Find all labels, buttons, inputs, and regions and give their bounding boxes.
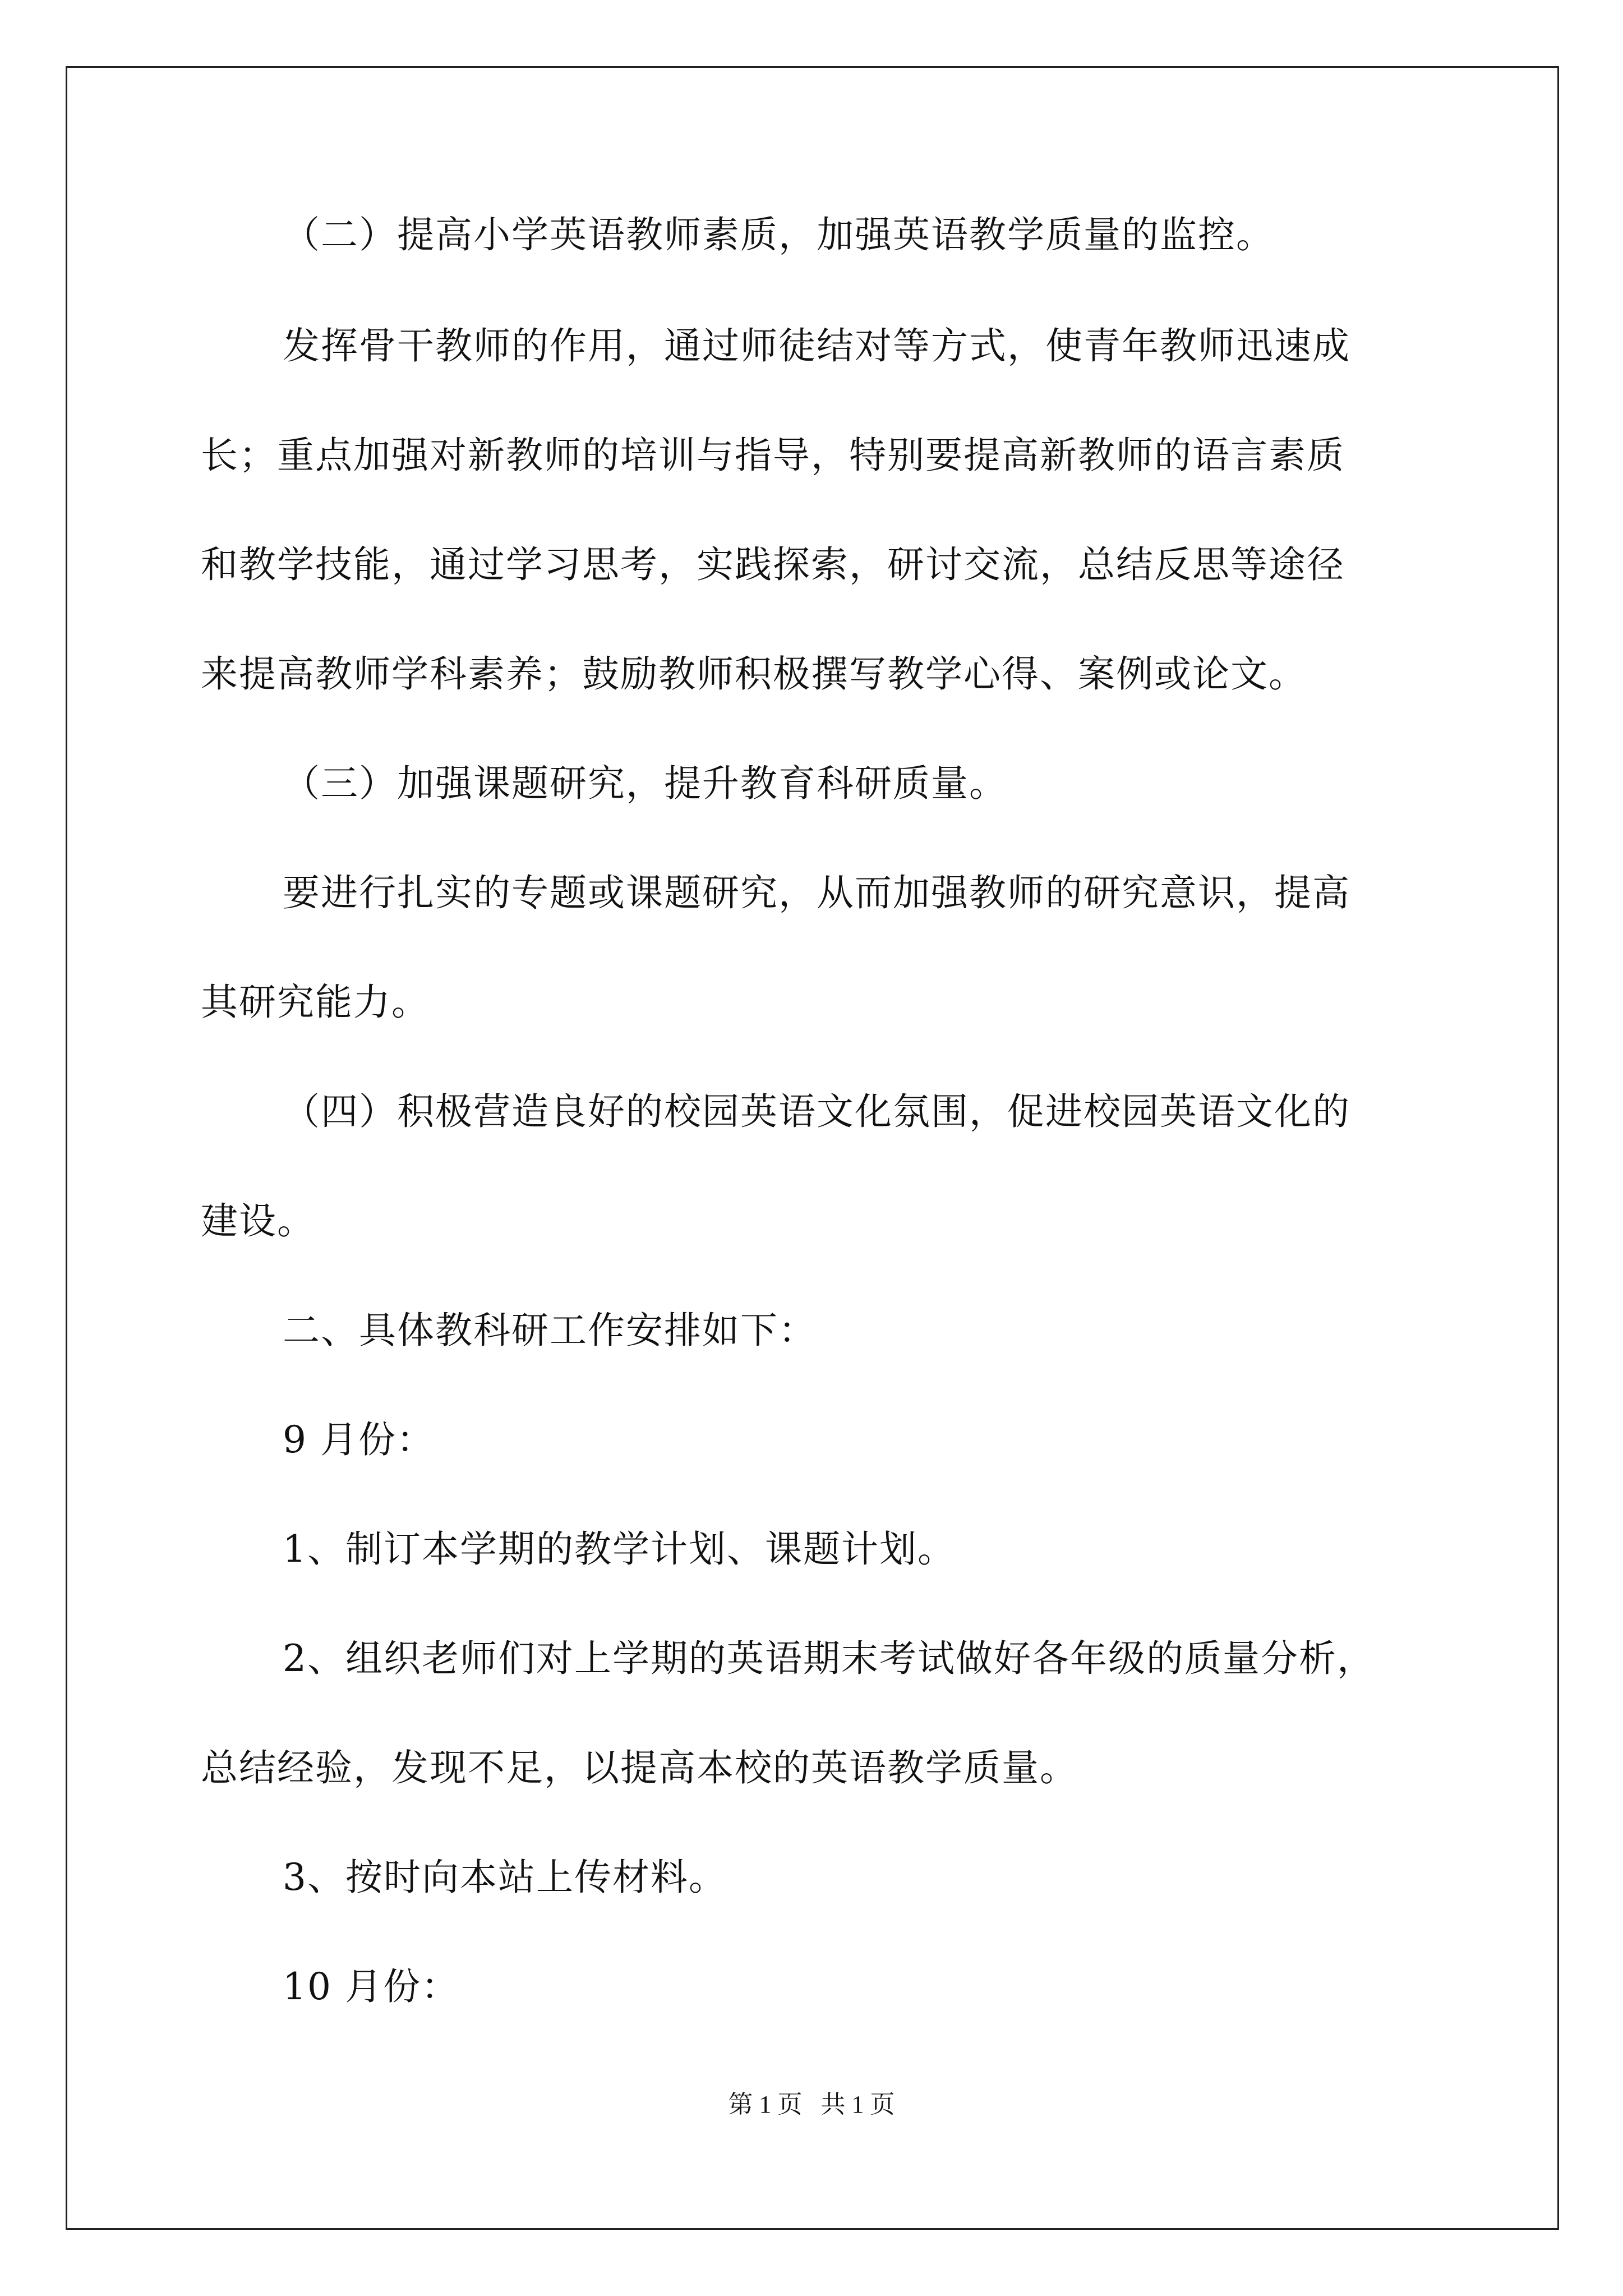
list-item: 3、按时向本站上传材料。 xyxy=(283,1856,727,1899)
list-item: 1、制订本学期的教学计划、课题计划。 xyxy=(283,1527,956,1571)
page-number-current: 第 1 页 xyxy=(728,2091,803,2118)
paragraph-line: 发挥骨干教师的作用，通过师徒结对等方式，使青年教师迅速成 xyxy=(283,324,1350,367)
month-heading: 10 月份： xyxy=(283,1965,459,2008)
heading-section-4: （四）积极营造良好的校园英语文化氛围，促进校园英语文化的 xyxy=(283,1090,1350,1133)
paragraph-line: 要进行扎实的专题或课题研究，从而加强教师的研究意识，提高 xyxy=(283,871,1350,914)
heading-section-3: （三）加强课题研究，提升教育科研质量。 xyxy=(283,762,1007,805)
paragraph-line: 长；重点加强对新教师的培训与指导，特别要提高新教师的语言素质 xyxy=(201,434,1345,477)
heading-section-2: （二）提高小学英语教师素质，加强英语教学质量的监控。 xyxy=(283,213,1274,256)
page-number-total: 共 1 页 xyxy=(820,2091,895,2118)
page-border xyxy=(66,66,1559,2230)
heading-schedule: 二、具体教科研工作安排如下： xyxy=(283,1309,817,1352)
paragraph-line: 来提高教师学科素养；鼓励教师积极撰写教学心得、案例或论文。 xyxy=(201,652,1307,696)
paragraph-line: 建设。 xyxy=(201,1199,315,1243)
paragraph-line: 总结经验，发现不足，以提高本校的英语教学质量。 xyxy=(201,1746,1078,1789)
page-footer xyxy=(0,2088,1623,2122)
paragraph-line: 和教学技能，通过学习思考，实践探索，研讨交流，总结反思等途径 xyxy=(201,543,1345,586)
list-item: 2、组织老师们对上学期的英语期末考试做好各年级的质量分析， xyxy=(283,1637,1375,1680)
paragraph-line: 其研究能力。 xyxy=(201,981,430,1024)
month-heading: 9 月份： xyxy=(283,1418,435,1461)
